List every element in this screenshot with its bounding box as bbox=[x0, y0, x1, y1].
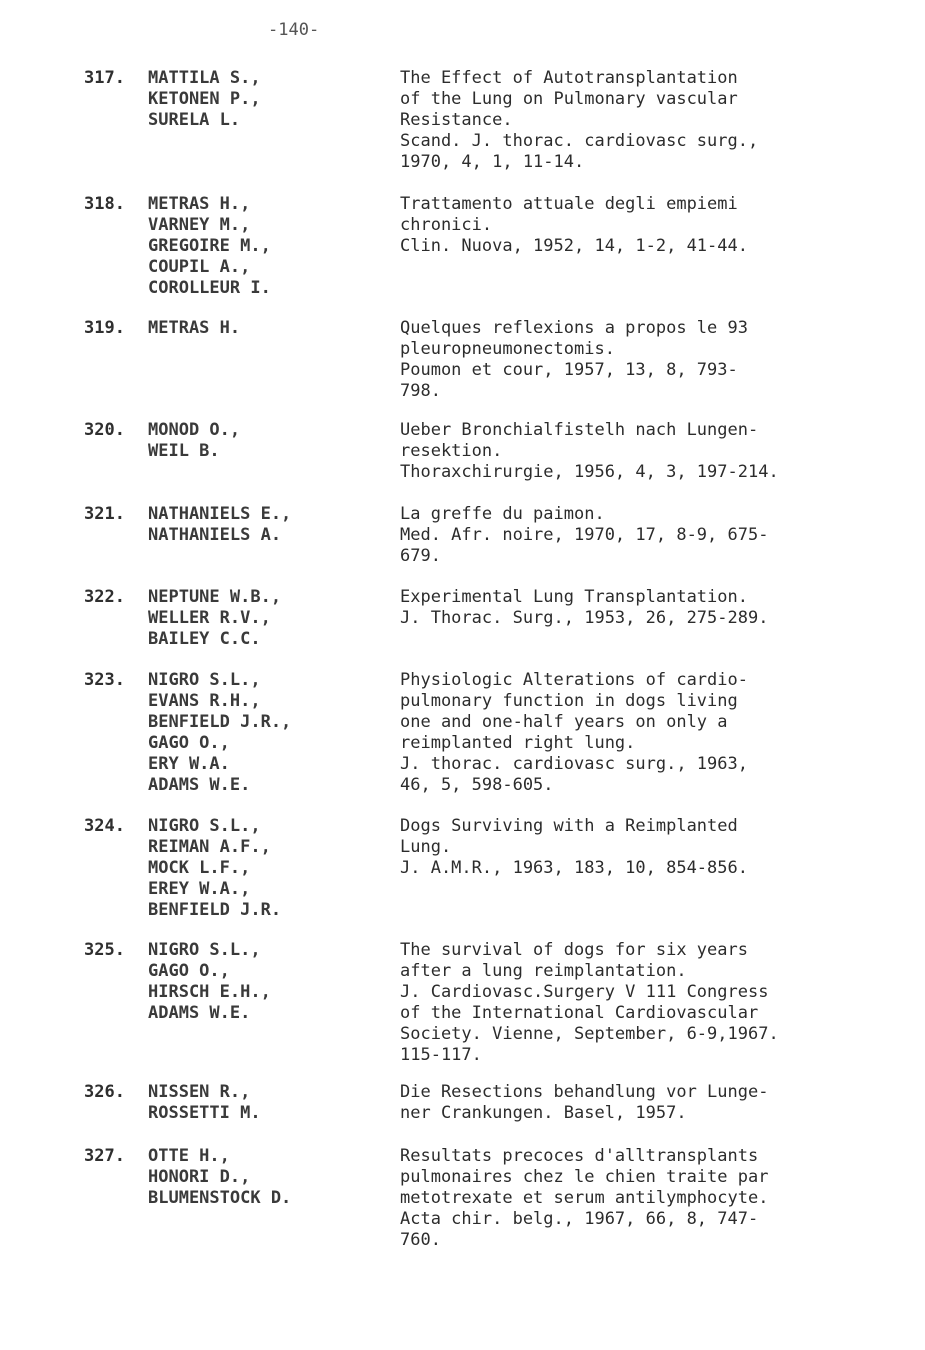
author-name: GREGOIRE M., bbox=[148, 236, 271, 256]
author-name: MONOD O., bbox=[148, 420, 241, 440]
reference-line: 46, 5, 598-605. bbox=[400, 775, 554, 795]
entry-number: 320. bbox=[84, 420, 125, 440]
author-name: NATHANIELS E., bbox=[148, 504, 292, 524]
entry-authors bbox=[148, 68, 383, 131]
entry-number: 318. bbox=[84, 194, 125, 214]
reference-line: Med. Afr. noire, 1970, 17, 8-9, 675- bbox=[400, 525, 769, 545]
author-name: COUPIL A., bbox=[148, 257, 251, 277]
entry-reference bbox=[400, 1082, 870, 1124]
entry-number: 327. bbox=[84, 1146, 125, 1166]
entry-number: 317. bbox=[84, 68, 125, 88]
entry-reference bbox=[400, 504, 870, 567]
reference-line: La greffe du paimon. bbox=[400, 504, 605, 524]
author-name: KETONEN P., bbox=[148, 89, 261, 109]
entry-reference bbox=[400, 68, 870, 173]
reference-line: Scand. J. thorac. cardiovasc surg., bbox=[400, 131, 759, 151]
reference-line: of the International Cardiovascular bbox=[400, 1003, 759, 1023]
author-name: NEPTUNE W.B., bbox=[148, 587, 282, 607]
entry-number: 321. bbox=[84, 504, 125, 524]
author-name: BENFIELD J.R. bbox=[148, 900, 282, 920]
reference-line: of the Lung on Pulmonary vascular bbox=[400, 89, 738, 109]
entry-authors bbox=[148, 670, 383, 796]
author-name: VARNEY M., bbox=[148, 215, 251, 235]
author-name: EREY W.A., bbox=[148, 879, 251, 899]
reference-line: pulmonary function in dogs living bbox=[400, 691, 738, 711]
author-name: NIGRO S.L., bbox=[148, 816, 261, 836]
entry-authors bbox=[148, 940, 383, 1024]
entry-reference bbox=[400, 816, 870, 879]
author-name: GAGO O., bbox=[148, 961, 230, 981]
entry-number: 323. bbox=[84, 670, 125, 690]
reference-line: Resistance. bbox=[400, 110, 513, 130]
reference-line: Poumon et cour, 1957, 13, 8, 793- bbox=[400, 360, 738, 380]
entry-authors bbox=[148, 318, 383, 339]
reference-line: Society. Vienne, September, 6-9,1967. bbox=[400, 1024, 779, 1044]
entry-reference bbox=[400, 587, 870, 629]
entry-reference bbox=[400, 420, 870, 483]
author-name: NATHANIELS A. bbox=[148, 525, 282, 545]
reference-line: Ueber Bronchialfistelh nach Lungen- bbox=[400, 420, 759, 440]
reference-line: 679. bbox=[400, 546, 441, 566]
entry-number: 325. bbox=[84, 940, 125, 960]
author-name: MATTILA S., bbox=[148, 68, 261, 88]
entry-reference bbox=[400, 1146, 870, 1251]
author-name: SURELA L. bbox=[148, 110, 241, 130]
reference-line: J. thorac. cardiovasc surg., 1963, bbox=[400, 754, 748, 774]
author-name: NIGRO S.L., bbox=[148, 670, 261, 690]
author-name: ROSSETTI M. bbox=[148, 1103, 261, 1123]
author-name: METRAS H. bbox=[148, 318, 241, 338]
author-name: BLUMENSTOCK D. bbox=[148, 1188, 292, 1208]
reference-line: Resultats precoces d'alltransplants bbox=[400, 1146, 759, 1166]
entry-reference bbox=[400, 940, 870, 1066]
reference-line: Clin. Nuova, 1952, 14, 1-2, 41-44. bbox=[400, 236, 748, 256]
entry-reference bbox=[400, 194, 870, 257]
author-name: GAGO O., bbox=[148, 733, 230, 753]
entry-reference bbox=[400, 670, 870, 796]
entry-authors bbox=[148, 587, 383, 650]
reference-line: ner Crankungen. Basel, 1957. bbox=[400, 1103, 687, 1123]
reference-line: Quelques reflexions a propos le 93 bbox=[400, 318, 748, 338]
reference-line: 1970, 4, 1, 11-14. bbox=[400, 152, 585, 172]
entry-authors bbox=[148, 420, 383, 462]
author-name: WELLER R.V., bbox=[148, 608, 271, 628]
reference-line: Trattamento attuale degli empiemi bbox=[400, 194, 738, 214]
reference-line: The survival of dogs for six years bbox=[400, 940, 748, 960]
author-name: BENFIELD J.R., bbox=[148, 712, 292, 732]
reference-line: one and one-half years on only a bbox=[400, 712, 728, 732]
author-name: EVANS R.H., bbox=[148, 691, 261, 711]
reference-line: Die Resections behandlung vor Lunge- bbox=[400, 1082, 769, 1102]
reference-line: after a lung reimplantation. bbox=[400, 961, 687, 981]
reference-line: reimplanted right lung. bbox=[400, 733, 636, 753]
entry-number: 324. bbox=[84, 816, 125, 836]
author-name: ADAMS W.E. bbox=[148, 1003, 251, 1023]
reference-line: Thoraxchirurgie, 1956, 4, 3, 197-214. bbox=[400, 462, 779, 482]
reference-line: Physiologic Alterations of cardio- bbox=[400, 670, 748, 690]
author-name: WEIL B. bbox=[148, 441, 220, 461]
reference-line: Acta chir. belg., 1967, 66, 8, 747- bbox=[400, 1209, 759, 1229]
entry-number: 319. bbox=[84, 318, 125, 338]
reference-line: metotrexate et serum antilymphocyte. bbox=[400, 1188, 769, 1208]
entry-authors bbox=[148, 1146, 383, 1209]
author-name: ERY W.A. bbox=[148, 754, 230, 774]
reference-line: 760. bbox=[400, 1230, 441, 1250]
entry-authors bbox=[148, 194, 383, 299]
reference-line: 115-117. bbox=[400, 1045, 482, 1065]
author-name: BAILEY C.C. bbox=[148, 629, 261, 649]
author-name: NISSEN R., bbox=[148, 1082, 251, 1102]
entry-reference bbox=[400, 318, 870, 402]
reference-line: The Effect of Autotransplantation bbox=[400, 68, 738, 88]
author-name: HIRSCH E.H., bbox=[148, 982, 271, 1002]
reference-line: Dogs Surviving with a Reimplanted bbox=[400, 816, 738, 836]
reference-line: 798. bbox=[400, 381, 441, 401]
author-name: ADAMS W.E. bbox=[148, 775, 251, 795]
reference-line: pulmonaires chez le chien traite par bbox=[400, 1167, 769, 1187]
entry-authors bbox=[148, 816, 383, 921]
reference-line: Lung. bbox=[400, 837, 452, 857]
reference-line: resektion. bbox=[400, 441, 503, 461]
author-name: MOCK L.F., bbox=[148, 858, 251, 878]
reference-line: J. A.M.R., 1963, 183, 10, 854-856. bbox=[400, 858, 748, 878]
author-name: OTTE H., bbox=[148, 1146, 230, 1166]
author-name: COROLLEUR I. bbox=[148, 278, 271, 298]
author-name: REIMAN A.F., bbox=[148, 837, 271, 857]
reference-line: Experimental Lung Transplantation. bbox=[400, 587, 748, 607]
reference-line: chronici. bbox=[400, 215, 493, 235]
reference-line: J. Thorac. Surg., 1953, 26, 275-289. bbox=[400, 608, 769, 628]
author-name: HONORI D., bbox=[148, 1167, 251, 1187]
reference-line: pleuropneumonectomis. bbox=[400, 339, 615, 359]
entry-authors bbox=[148, 1082, 383, 1124]
reference-line: J. Cardiovasc.Surgery V 111 Congress bbox=[400, 982, 769, 1002]
page-number: -140- bbox=[268, 20, 320, 40]
entry-number: 322. bbox=[84, 587, 125, 607]
author-name: METRAS H., bbox=[148, 194, 251, 214]
entry-authors bbox=[148, 504, 383, 546]
author-name: NIGRO S.L., bbox=[148, 940, 261, 960]
entry-number: 326. bbox=[84, 1082, 125, 1102]
